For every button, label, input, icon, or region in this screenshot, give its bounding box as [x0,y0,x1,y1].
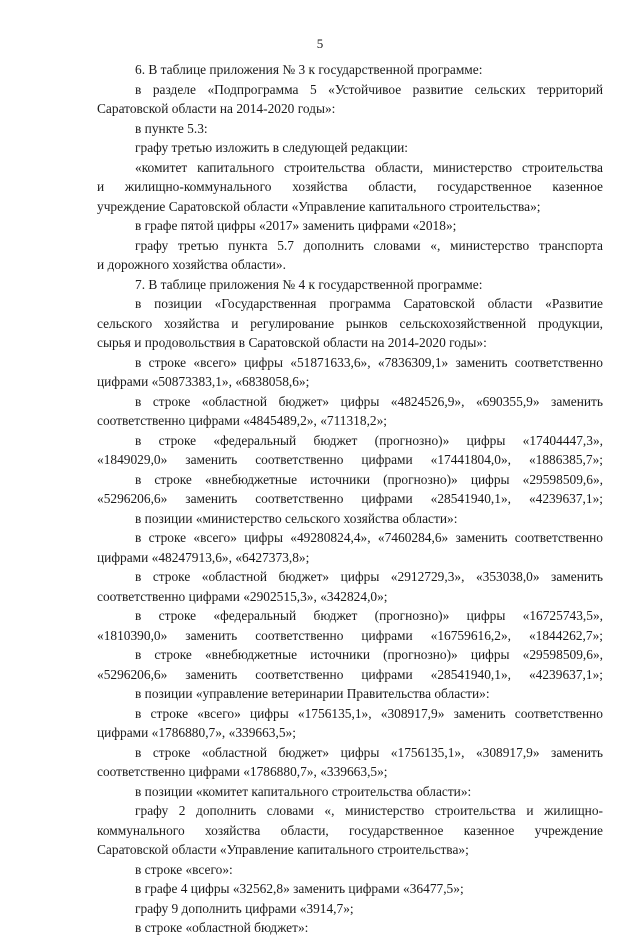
text-line: Саратовской области на 2014-2020 годы»: [97,101,336,116]
text-line: «5296206,6» заменить соответственно цифрами «28541940,1», «4239637,1»; [97,666,603,682]
page-number: 5 [316,36,324,51]
text-line: цифрами «1786880,7», «339663,5»; [97,725,296,740]
text-line: Саратовской области «Управление капитального строительства»; [97,842,469,857]
text-line: в графе 4 цифры «32562,8» заменить цифрами «36477,5»; [135,881,464,896]
text-line: графу 2 дополнить словами «, министерство строительства и жилищно- [135,803,603,818]
text-line: графу третью изложить в следующей редакции: [135,140,408,155]
text-line: в позиции «управление ветеринарии Правительства области»: [135,686,490,701]
text-line: в позиции «комитет капитального строительства области»: [135,783,472,799]
text-line: сельского хозяйства и регулирование рынков сельскохозяйственной продукции, [97,315,603,331]
text-line: «5296206,6» заменить соответственно цифрами «28541940,1», «4239637,1»; [97,491,603,506]
text-line: в графе пятой цифры «2017» заменить цифрами «2018»; [135,218,457,233]
text-line: в строке «всего»: [135,861,233,877]
text-line: в строке «федеральный бюджет (прогнозно)» цифры «17404447,3», [135,432,603,448]
text-line: в пункте 5.3: [135,120,208,136]
text-line: графу 9 дополнить цифрами «3914,7»; [135,900,354,916]
text-line: соответственно цифрами «4845489,2», «711318,2»; [97,413,388,428]
text-line: сырья и продовольствия в Саратовской области на 2014-2020 годы»: [97,335,487,350]
text-line: цифрами «48247913,6», «6427373,8»; [97,549,310,565]
text-line: и дорожного хозяйства области». [97,257,286,272]
text-line: «комитет капитального строительства области, министерство строительства [135,159,603,175]
text-line: в строке «всего» цифры «1756135,1», «308917,9» заменить соответственно [135,705,603,721]
text-line: цифрами «50873383,1», «6838058,6»; [97,374,310,389]
text-line: в строке «областной бюджет» цифры «4824526,9», «690355,9» заменить [135,393,603,409]
text-line: и жилищно-коммунального хозяйства области, государственное казенное [97,179,603,194]
text-line: в строке «внебюджетные источники (прогнозно)» цифры «29598509,6», [135,647,603,662]
text-line: учреждение Саратовской области «Управление капитального строительства»; [97,198,541,214]
text-line: в позиции «министерство сельского хозяйства области»: [135,510,458,526]
text-line: «1849029,0» заменить соответственно цифрами «17441804,0», «1886385,7»; [97,452,603,467]
text-line: соответственно цифрами «1786880,7», «339663,5»; [97,764,388,779]
text-line: в строке «областной бюджет»: [135,920,309,935]
text-line: коммунального хозяйства области, государственное казенное учреждение [97,822,603,838]
text-line: графу третью пункта 5.7 дополнить словами «, министерство транспорта [135,237,603,253]
text-line: в позиции «Государственная программа Саратовской области «Развитие [135,296,603,311]
text-line: в строке «областной бюджет» цифры «1756135,1», «308917,9» заменить [135,744,603,760]
text-line: в строке «областной бюджет» цифры «2912729,3», «353038,0» заменить [135,569,603,584]
document-body [97,60,603,938]
text-line: в строке «всего» цифры «49280824,4», «7460284,6» заменить соответственно [135,530,603,545]
text-line: в разделе «Подпрограмма 5 «Устойчивое развитие сельских территорий [135,81,603,97]
text-line: 6. В таблице приложения № 3 к государственной программе: [135,62,483,77]
text-line: «1810390,0» заменить соответственно цифрами «16759616,2», «1844262,7»; [97,627,603,643]
text-line: в строке «всего» цифры «51871633,6», «7836309,1» заменить соответственно [135,354,603,370]
text-line: соответственно цифрами «2902515,3», «342824,0»; [97,588,388,604]
text-line: в строке «внебюджетные источники (прогнозно)» цифры «29598509,6», [135,471,603,487]
text-line: в строке «федеральный бюджет (прогнозно)» цифры «16725743,5», [135,608,603,623]
text-line: 7. В таблице приложения № 4 к государственной программе: [135,276,483,292]
